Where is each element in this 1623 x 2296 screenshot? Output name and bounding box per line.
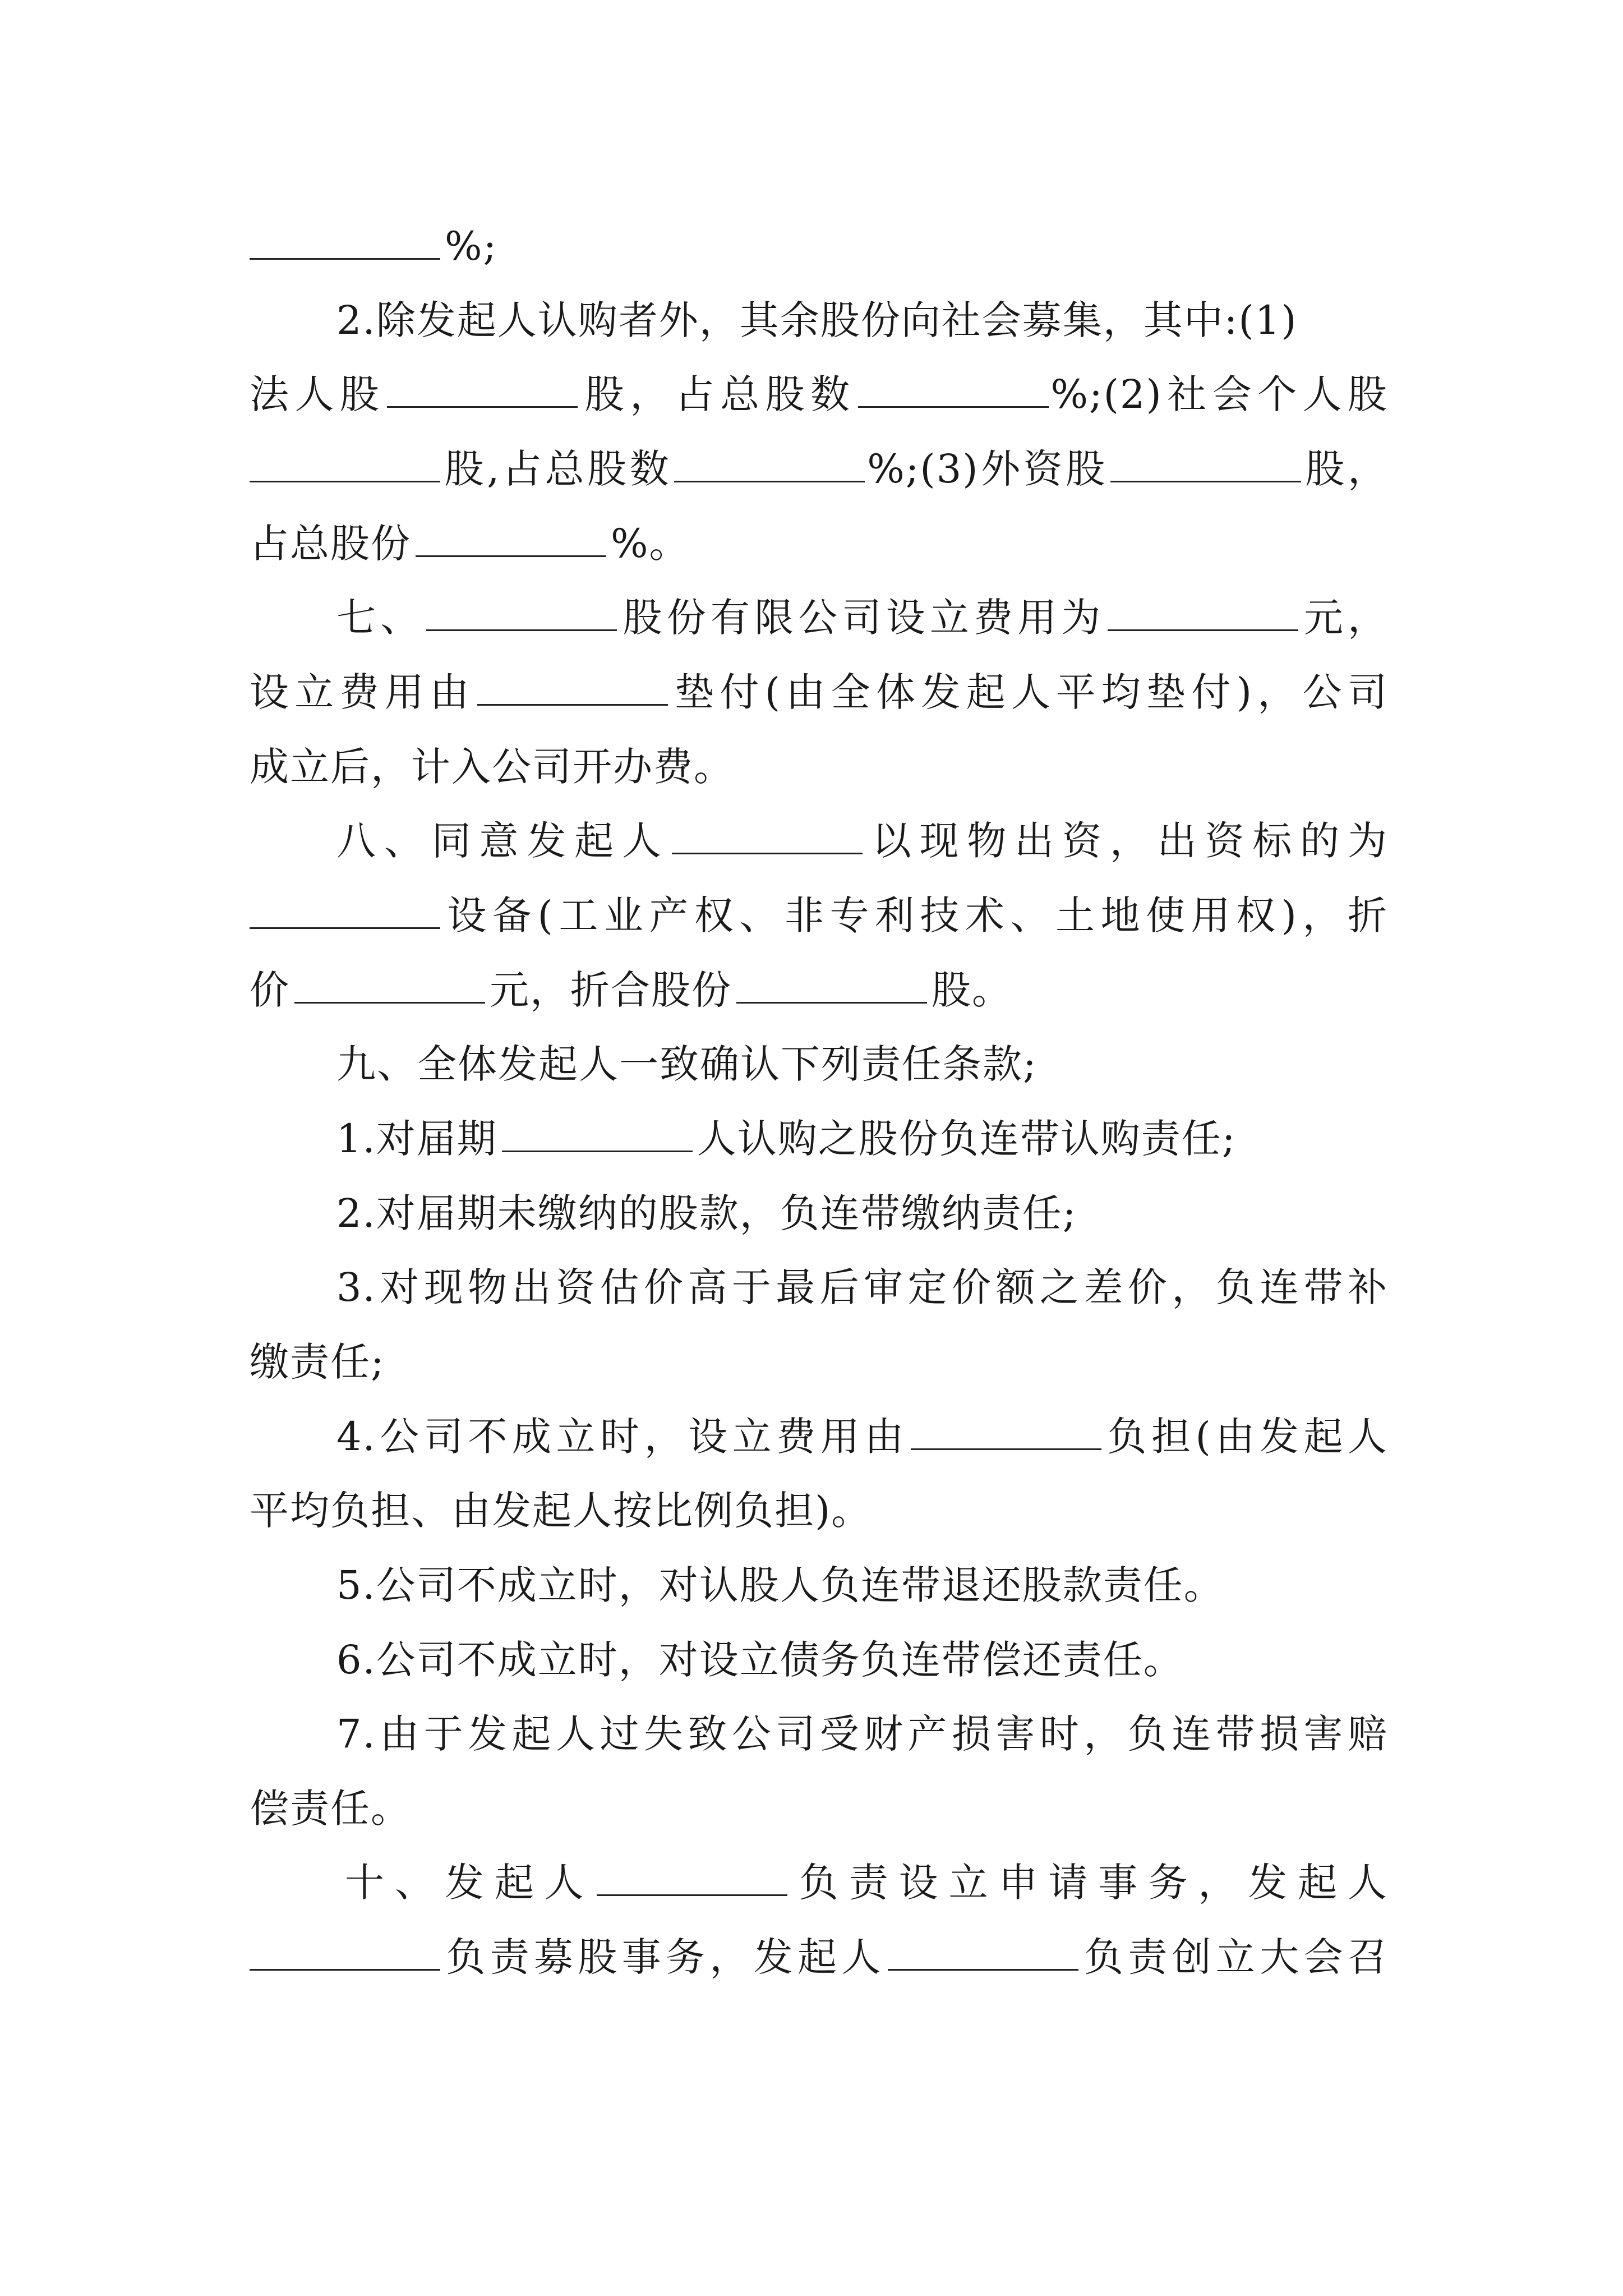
fill-in-blank [672,813,863,854]
text-line: 2.除发起人认购者外，其余股份向社会募集，其中:(1) [336,297,1298,343]
fill-in-blank [911,1409,1101,1450]
fill-in-blank [250,219,440,260]
fill-in-blank [736,963,927,1004]
fill-in-blank [250,1930,440,1971]
fill-in-blank [477,665,668,706]
text-line: 法人股 股，占总股数 %;(2)社会个人股 [250,363,1388,426]
text-line: 3.对现物出资估价高于最后审定价额之差价，负连带补 [336,1264,1388,1310]
text-line: 1.对届期 人认购之股份负连带认购责任; [336,1107,1388,1170]
fill-in-blank [1110,441,1301,482]
text-line: 价 元，折合股份 股。 [250,959,1388,1022]
fill-in-blank [416,516,606,557]
fill-in-blank [1108,590,1298,631]
fill-in-blank [294,963,485,1004]
text-line: 7.由于发起人过失致公司受财产损害时，负连带损害赔 [336,1711,1388,1757]
text-line: 平均负担、由发起人按比例负担)。 [250,1488,872,1534]
text-line: %; [250,215,1388,278]
text-line: 偿责任。 [250,1786,411,1832]
fill-in-blank [858,367,1049,408]
text-line: 九、全体发起人一致确认下列责任条款; [336,1041,1038,1087]
text-line: 设备(工业产权、非专利技术、土地使用权)，折 [250,884,1388,947]
text-line: 缴责任; [250,1339,385,1385]
fill-in-blank [426,590,617,631]
text-line: 4.公司不成立时，设立费用由 负担(由发起人 [336,1405,1388,1468]
text-line: 6.公司不成立时，对设立债务负连带偿还责任。 [336,1637,1184,1683]
text-line: 2.对届期未缴纳的股款，负连带缴纳责任; [336,1190,1077,1236]
text-line: 股,占总股数 %;(3)外资股 股， [250,438,1388,500]
text-line: 八、同意发起人 以现物出资，出资标的为 [336,809,1388,872]
text-line: 占总股份 %。 [250,512,1388,575]
text-line: 5.公司不成立时，对认股人负连带退还股款责任。 [336,1562,1224,1608]
text-line: 设立费用由 垫付(由全体发起人平均垫付)，公司 [250,661,1388,724]
fill-in-blank [888,1930,1078,1971]
fill-in-blank [250,888,440,929]
text-line: 七、 股份有限公司设立费用为 元， [336,586,1388,649]
fill-in-blank [387,367,578,408]
fill-in-blank [250,441,440,482]
text-line: 十、发起人 负责设立申请事务，发起人 [345,1851,1388,1914]
fill-in-blank [674,441,865,482]
text-line: 成立后，计入公司开办费。 [250,744,734,790]
fill-in-blank [597,1855,787,1896]
text-line: 负责募股事务，发起人 负责创立大会召 [250,1926,1388,1989]
fill-in-blank [502,1111,693,1152]
